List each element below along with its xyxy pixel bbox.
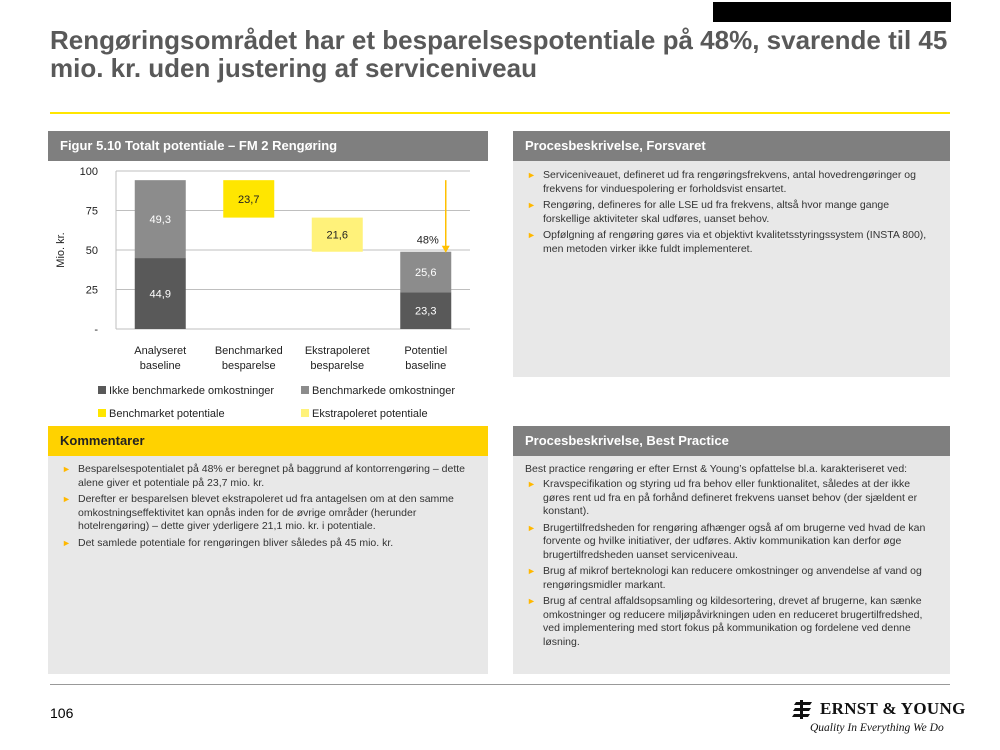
bullet-arrow-icon: ► (527, 522, 536, 533)
kommentar-bullet-text: Det samlede potentiale for rengøringen bliver således på 45 mio. kr. (78, 536, 394, 549)
best-practice-bullet (525, 595, 938, 649)
category-label: besparelse (221, 360, 276, 372)
kommentarer-panel (48, 426, 488, 674)
best-practice-bullet-text: Kravspecifikation og styring ud fra behov eller funktionalitet, således at der ikke gøres rent ud fra en på forhånd defineret frekvens uanset behov (der sjældent er konstant). (543, 478, 918, 517)
title-underline (50, 112, 950, 114)
bar-value-label: 25,6 (415, 266, 437, 279)
best-practice-bullet-text: Brug af mikrof berteknologi kan reducere omkostninger og anvendelse af vand og rengøringsmidler markant. (543, 565, 922, 591)
bullet-arrow-icon: ► (527, 566, 536, 576)
bullet-arrow-icon: ► (527, 170, 536, 180)
legend-item (98, 385, 274, 397)
process-forsvaret-panel (513, 131, 950, 377)
bar-value-label: 44,9 (149, 288, 171, 301)
legend-item (301, 385, 455, 397)
legend-swatch (301, 409, 309, 417)
forsvaret-bullet-text: Opfølgning af rengøring gøres via et objektivt kvalitetsstyringssystem (INSTA 800), men metoden virker ikke fuldt implementeret. (543, 229, 927, 255)
annotation-arrowhead-icon (442, 246, 450, 253)
best-practice-panel (513, 426, 950, 674)
bullet-arrow-icon: ► (527, 200, 536, 210)
forsvaret-bullet-text: Rengøring, defineres for alle LSE ud fra frekvens, altså hvor mange gange forskellige aktiviteter skal udføres, uanset behov. (543, 199, 890, 225)
best-practice-intro: Best practice rengøring er efter Ernst & Young’s opfattelse bl.a. karakteriseret ved: (525, 463, 908, 475)
ernst-young-logo (792, 696, 966, 741)
logo-wordmark: ERNST & YOUNG (820, 699, 966, 718)
chart-panel (48, 131, 488, 426)
category-label: baseline (405, 360, 447, 372)
best-practice-bullet-text: Brugertilfredsheden for rengøring afhænger også af om brugerne ved hvad de kan forvente og hvilke initiativer, der udføres. Aktiv kommunikation kan derfor øge brugertilfredsheden uanset serviceniveau. (543, 521, 926, 561)
process-forsvaret-list (525, 169, 938, 259)
bullet-arrow-icon: ► (527, 596, 536, 606)
ernst-young-logo-bars-icon (792, 700, 816, 720)
kommentar-bullet (60, 493, 476, 534)
forsvaret-bullet-text: Serviceniveauet, defineret ud fra rengøringsfrekvens, antal hovedrengøringer og frekvens for vinduespolering er forholdsvist ensartet. (543, 169, 916, 195)
bullet-arrow-icon: ► (62, 537, 71, 548)
bar-value-label: 23,7 (238, 193, 260, 206)
legend-label: Ekstrapoleret potentiale (312, 408, 428, 420)
annotation-label: 48% (416, 234, 439, 247)
footer-divider (50, 684, 950, 685)
legend-label: Ikke benchmarkede omkostninger (109, 385, 275, 397)
y-tick-label: 50 (85, 245, 98, 257)
legend-swatch (98, 409, 106, 417)
y-tick-label: 25 (85, 284, 98, 297)
kommentarer-list (60, 463, 476, 553)
process-forsvaret-title: Procesbeskrivelse, Forsvaret (513, 131, 950, 161)
bar-value-label: 49,3 (149, 214, 171, 227)
forsvaret-bullet (525, 199, 938, 226)
page-title: Rengøringsområdet har et besparelsespotentiale på 48%, svarende til 45 mio. kr. uden justering af serviceniveau (50, 25, 948, 83)
category-label: Potentiel (404, 345, 448, 357)
legend-item (301, 408, 428, 420)
legend-label: Benchmarkede omkostninger (312, 385, 456, 397)
forsvaret-bullet (525, 229, 938, 256)
legend-item (98, 408, 225, 420)
bullet-arrow-icon: ► (62, 464, 71, 474)
legend-swatch (301, 386, 309, 394)
bar-value-label: 23,3 (415, 305, 437, 318)
chart-panel-title: Figur 5.10 Totalt potentiale – FM 2 Rengøring (48, 131, 488, 161)
logo-tagline: Quality In Everything We Do (810, 722, 944, 734)
kommentar-bullet-text: Besparelsespotentialet på 48% er beregnet på baggrund af kontorrengøring – dette alene giver et potentiale på 23,7 mio. kr. (78, 463, 466, 489)
forsvaret-bullet (525, 169, 938, 196)
y-tick-label: - (94, 324, 98, 336)
bar-value-label: 21,6 (326, 229, 348, 242)
best-practice-bullet (525, 565, 938, 592)
kommentar-bullet (60, 537, 476, 551)
best-practice-list (525, 478, 938, 652)
y-tick-label: 100 (79, 166, 98, 178)
bullet-arrow-icon: ► (527, 479, 536, 489)
kommentarer-title: Kommentarer (48, 426, 488, 456)
redaction-bar (713, 2, 951, 22)
y-tick-label: 75 (85, 205, 98, 218)
best-practice-title: Procesbeskrivelse, Best Practice (513, 426, 950, 456)
best-practice-bullet-text: Brug af central affaldsopsamling og kildesortering, drevet af brugerne, kan sænke omkostninger og reducere miljøpåvirkningen uden en reduceret brugertilfredshed, ved implementering med stort fokus på kommunikation og fordelene ved denne løsning. (543, 595, 923, 648)
category-label: Ekstrapoleret (304, 345, 370, 357)
category-label: Benchmarked (214, 345, 283, 357)
category-label: baseline (139, 360, 181, 372)
category-label: besparelse (310, 360, 365, 372)
bullet-arrow-icon: ► (527, 230, 536, 240)
best-practice-bullet (525, 478, 938, 519)
bullet-arrow-icon: ► (62, 494, 71, 504)
legend-label: Benchmarket potentiale (109, 408, 225, 420)
legend-swatch (98, 386, 106, 394)
y-axis-label: Mio. kr. (55, 232, 67, 268)
kommentar-bullet (60, 463, 476, 490)
category-label: Analyseret (134, 345, 187, 357)
page-number: 106 (50, 705, 74, 721)
best-practice-bullet (525, 522, 938, 563)
kommentar-bullet-text: Derefter er besparelsen blevet ekstrapoleret ud fra antagelsen om at den samme omkostningseffektivitet kan opnås inden for de øvrige områder (herunder hotelrengøring) – dette giver yderligere 21,1 mio. kr. i potentiale. (78, 493, 454, 532)
